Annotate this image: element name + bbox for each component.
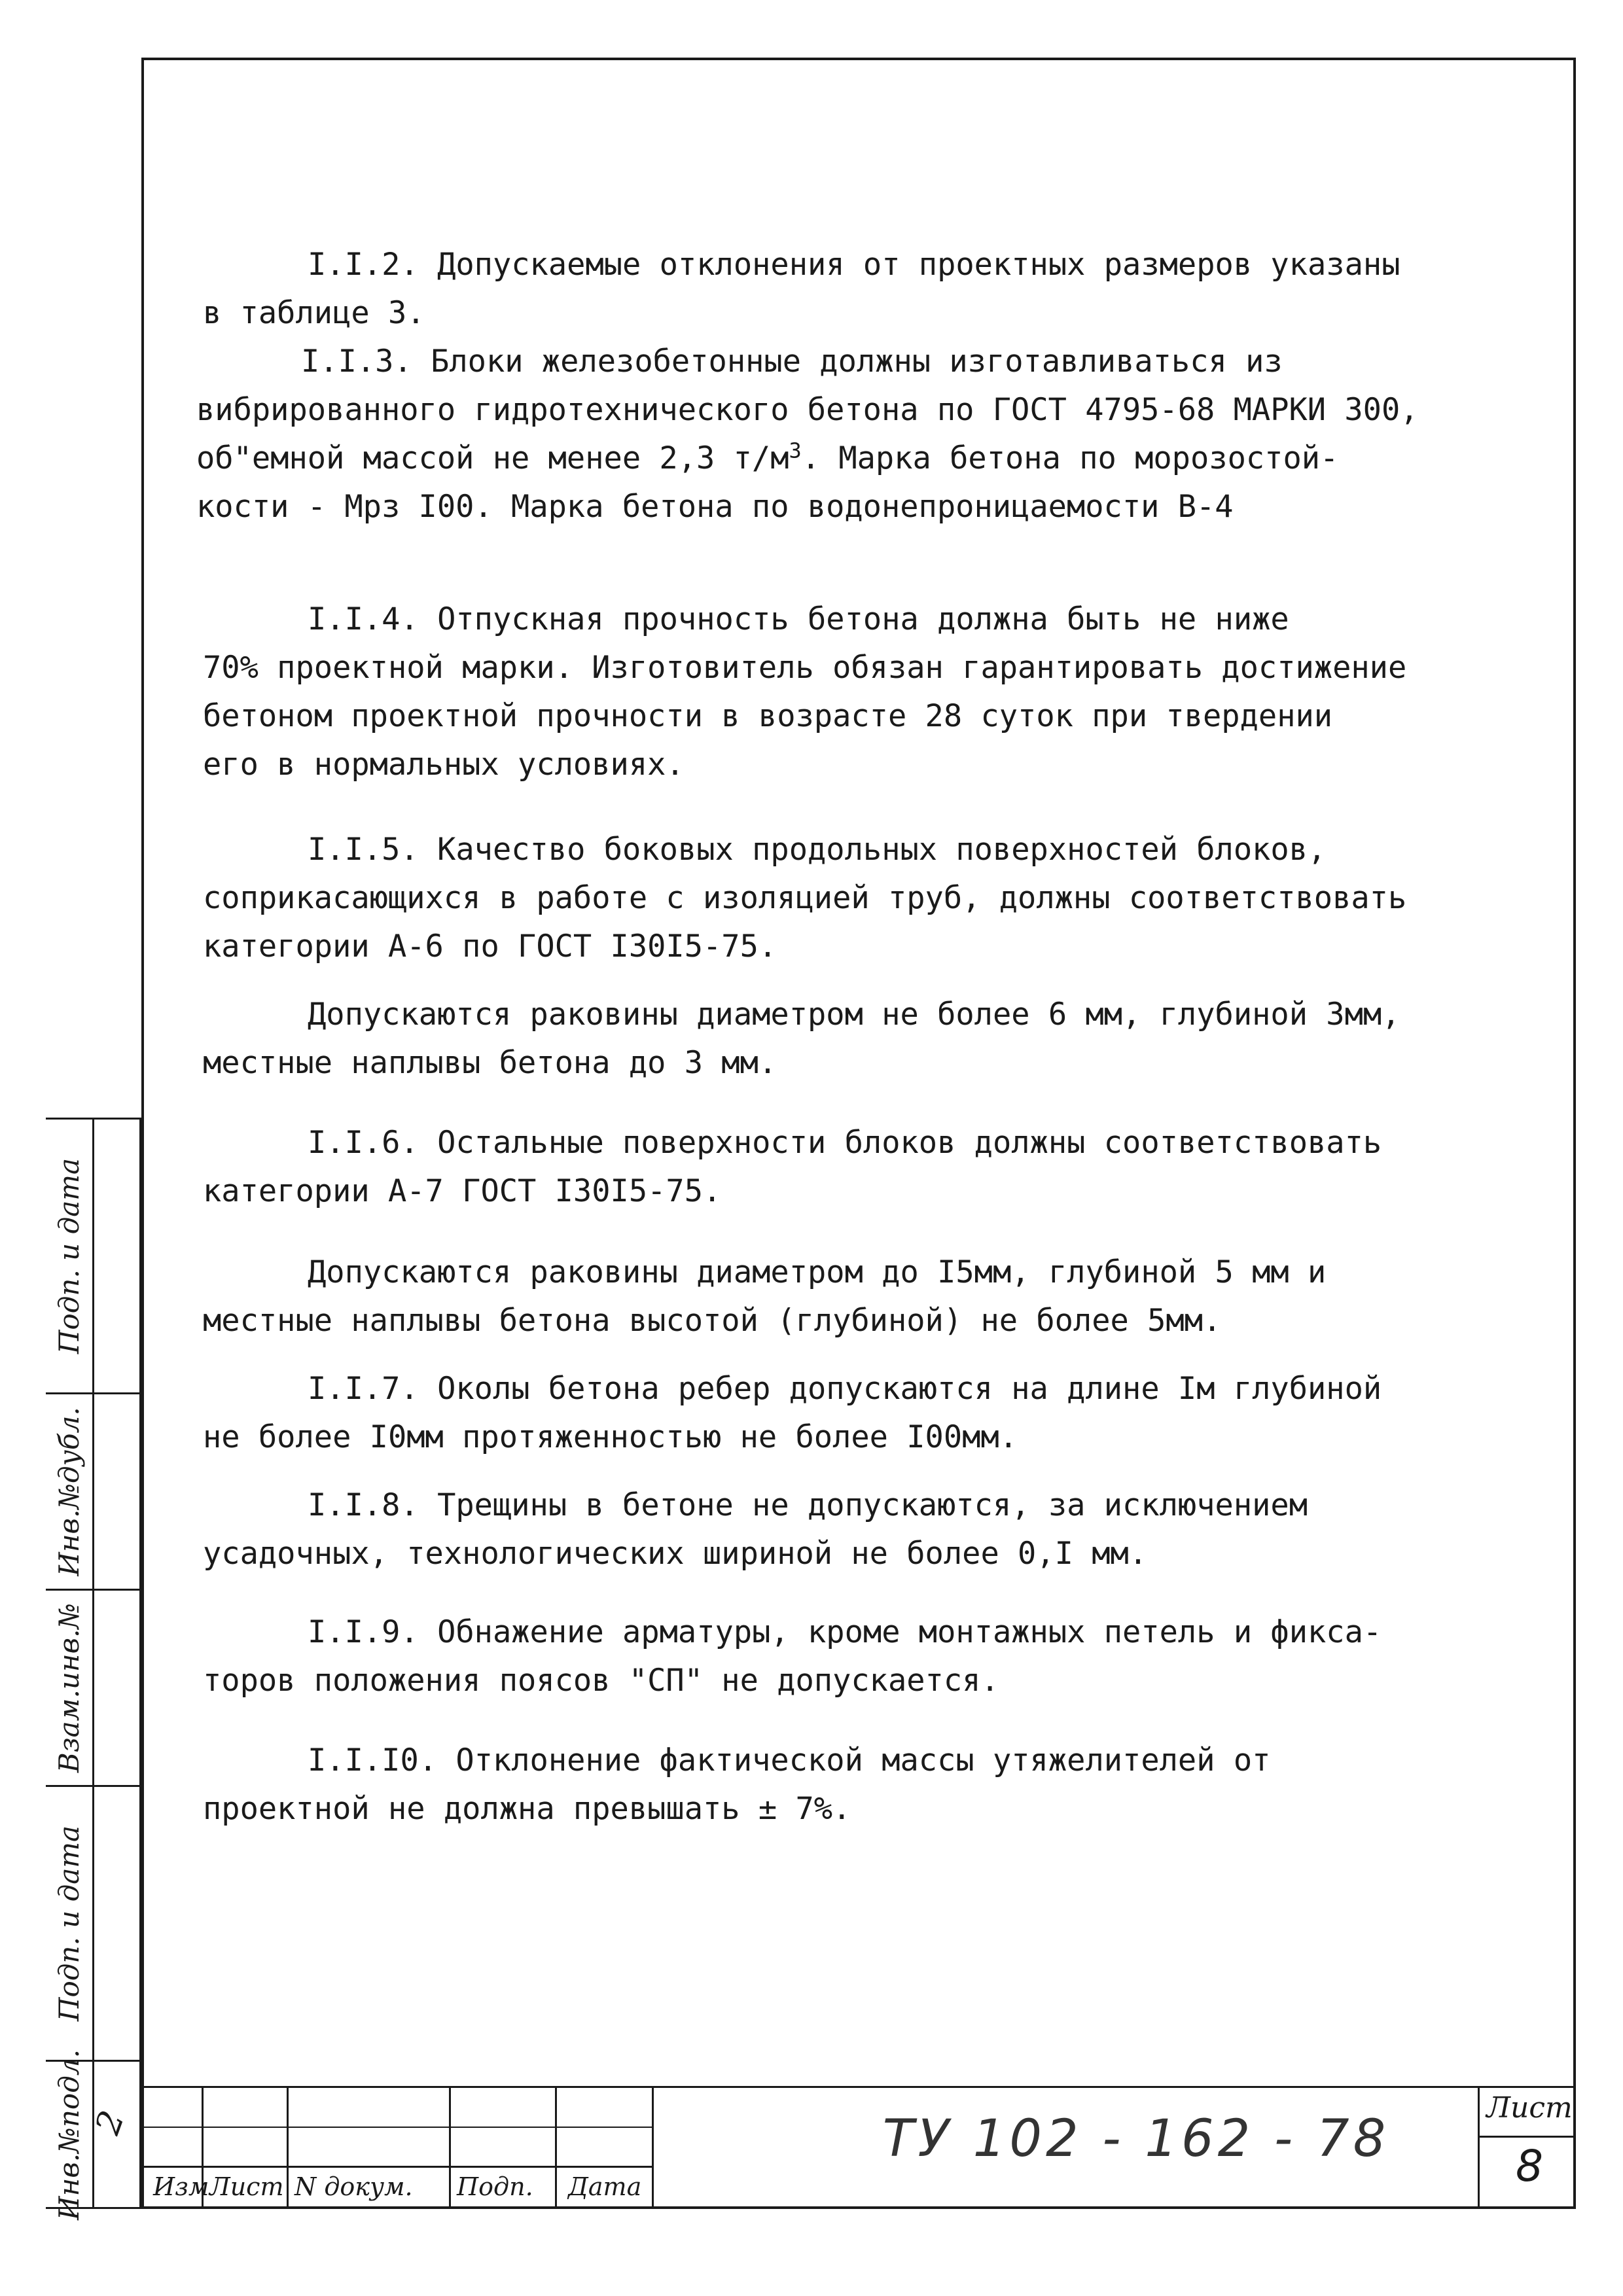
title-block-col-line	[555, 2086, 557, 2209]
paragraph-1-1-9	[203, 1608, 1382, 1705]
sheet-number: 8	[1516, 2141, 1543, 2191]
paragraph-1-1-6	[203, 1119, 1382, 1216]
text-fragment: об"емной массой не менее 2,3 т/м	[196, 440, 789, 476]
title-block-border	[141, 2086, 1576, 2088]
side-stamp-cell	[46, 1589, 141, 1785]
superscript: 3	[789, 438, 802, 463]
text-line: I.I.7. Околы бетона ребер допускаются на длине Iм глубиной	[308, 1371, 1382, 1407]
side-stamp-label	[46, 1120, 94, 1392]
side-stamp-cell	[46, 1785, 141, 2060]
text-line: местные наплывы бетона до 3 мм.	[203, 1045, 777, 1081]
text-line: в таблице 3.	[203, 295, 425, 331]
paragraph-1-1-10	[203, 1737, 1270, 1833]
title-block-row-line	[141, 2127, 652, 2128]
side-stamp-label	[46, 1394, 94, 1589]
paragraph-1-1-3	[196, 338, 1419, 531]
title-block-col-line	[449, 2086, 451, 2209]
text-line: I.I.I0. Отклонение фактической массы утяжелителей от	[308, 1742, 1271, 1778]
text-line: категории А-7 ГОСТ I30I5-75.	[203, 1173, 722, 1209]
side-stamp-cell	[46, 1118, 141, 1392]
title-block-row-line	[141, 2166, 652, 2168]
side-stamp-cell	[46, 1392, 141, 1589]
col-label-list: Лист	[209, 2172, 284, 2201]
side-stamp-text: Инв.№дубл.	[53, 1407, 86, 1576]
paragraph-1-1-5	[203, 826, 1406, 971]
text-line: Допускаются раковины диаметром до I5мм, глубиной 5 мм и	[308, 1254, 1327, 1290]
text-line: I.I.9. Обнажение арматуры, кроме монтажных петель и фикса-	[308, 1614, 1382, 1650]
paragraph-1-1-4	[203, 595, 1406, 789]
handwritten-mark: 2	[88, 2106, 133, 2140]
text-line: I.I.5. Качество боковых продольных поверхностей блоков,	[308, 832, 1327, 868]
text-line: 70% проектной марки. Изготовитель обязан гарантировать достижение	[203, 650, 1407, 686]
text-line: I.I.4. Отпускная прочность бетона должна быть не ниже	[308, 601, 1289, 637]
side-stamp-text: Взам.инв.№	[53, 1602, 85, 1773]
text-line: I.I.3. Блоки железобетонные должны изготавливаться из	[301, 344, 1283, 380]
text-line: местные наплывы бетона высотой (глубиной) не более 5мм.	[203, 1303, 1222, 1339]
text-line: I.I.6. Остальные поверхности блоков должны соответствовать	[308, 1125, 1382, 1161]
text-line: не более I0мм протяженностью не более I00мм.	[203, 1419, 1018, 1455]
side-stamp-text: Подп. и дата	[53, 1157, 85, 1354]
text-line: его в нормальных условиях.	[203, 747, 685, 783]
side-stamp-cell	[46, 2049, 141, 2220]
title-block-row-line	[1478, 2136, 1576, 2138]
text-line: I.I.8. Трещины в бетоне не допускаются, за исключением	[308, 1487, 1308, 1523]
text-line: торов положения поясов "СП" не допускается.	[203, 1663, 999, 1699]
title-block-col-line	[1478, 2086, 1480, 2209]
text-line: кости - Мрз I00. Марка бетона по водонепроницаемости В-4	[196, 489, 1234, 525]
title-block-col-line	[652, 2086, 654, 2209]
side-stamp	[46, 1118, 141, 2220]
side-stamp-label	[46, 1787, 94, 2060]
text-line: проектной не должна превышать ± 7%.	[203, 1791, 851, 1827]
text-line: усадочных, технологических шириной не более 0,I мм.	[203, 1536, 1148, 1572]
sheet-label: Лист	[1486, 2091, 1573, 2125]
col-label-izm: Изм	[153, 2172, 209, 2201]
side-stamp-label	[46, 2049, 94, 2220]
paragraph-1-1-6-note	[203, 1248, 1326, 1345]
col-label-date: Дата	[568, 2172, 642, 2201]
text-line: категории А-6 по ГОСТ I30I5-75.	[203, 928, 777, 964]
text-line: I.I.2. Допускаемые отклонения от проектных размеров указаны	[308, 247, 1400, 283]
paragraph-1-1-5-note	[203, 991, 1400, 1087]
document-code: ТУ 102 - 162 - 78	[882, 2110, 1390, 2168]
title-block-col-line	[287, 2086, 289, 2209]
text-fragment: . Марка бетона по морозостой-	[801, 440, 1339, 476]
side-stamp-text: Инв.№подл.	[53, 2049, 86, 2220]
col-label-document-number: N докум.	[294, 2172, 413, 2201]
text-line: Допускаются раковины диаметром не более 6 мм, глубиной 3мм,	[308, 997, 1400, 1033]
col-label-signature: Подп.	[457, 2172, 533, 2201]
paragraph-1-1-2	[203, 241, 1400, 338]
text-line: соприкасающихся в работе с изоляцией труб, должны соответствовать	[203, 880, 1407, 916]
paragraph-1-1-7	[203, 1365, 1382, 1462]
text-line: вибрированного гидротехнического бетона по ГОСТ 4795-68 МАРКИ 300,	[196, 392, 1419, 428]
title-block	[141, 2086, 1576, 2209]
side-stamp-text: Подп. и дата	[53, 1825, 85, 2022]
text-line: бетоном проектной прочности в возрасте 28 суток при твердении	[203, 698, 1333, 734]
side-stamp-label	[46, 1591, 94, 1785]
text-line	[196, 434, 1419, 483]
paragraph-1-1-8	[203, 1481, 1308, 1578]
